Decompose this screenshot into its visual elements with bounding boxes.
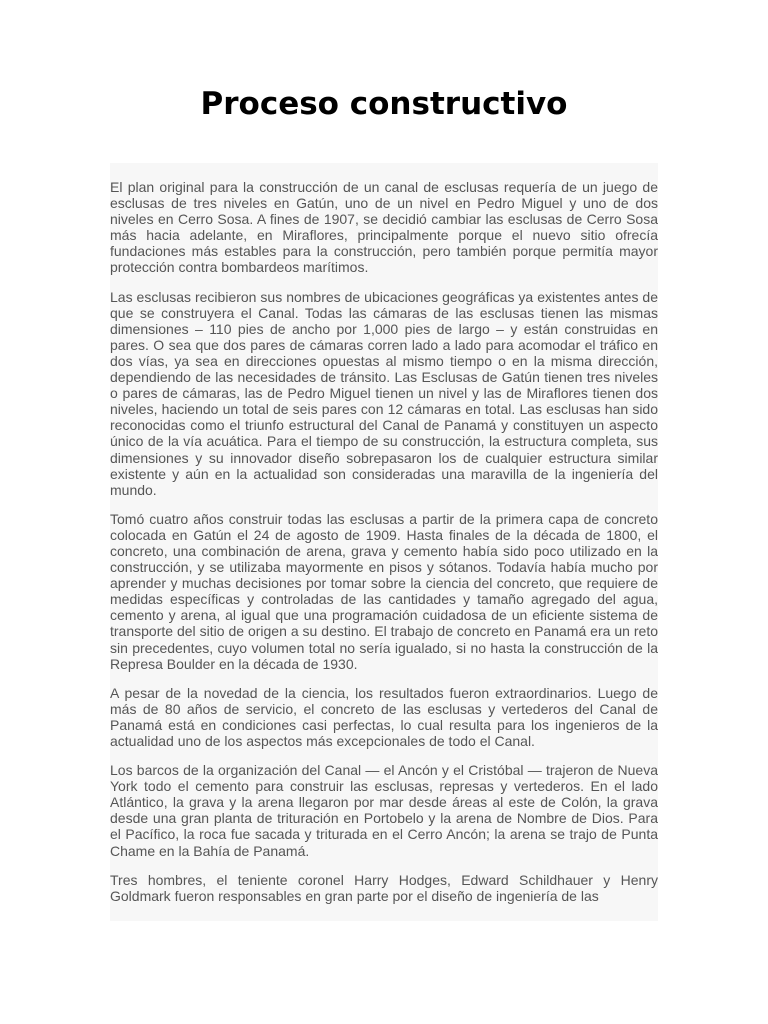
paragraph: El plan original para la construcción de un canal de esclusas requería de un juego de esclusas de tres niveles en Gatún, uno de un nivel en Pedro Miguel y uno de dos niveles en Cerro Sosa. A fines de 1907, se decidió cambiar las esclusas de Cerro Sosa más hacia adelante, en Miraflores, principalmente porque el nuevo sitio ofrecía fundaciones más estables para la construcción, pero también porque permitía mayor protección contra bombardeos marítimos. bbox=[110, 179, 658, 276]
paragraph: A pesar de la novedad de la ciencia, los resultados fueron extraordinarios. Luego de más de 80 años de servicio, el concreto de las esclusas y vertederos del Canal de Panamá está en condiciones casi perfectas, lo cual resulta para los ingenieros de la actualidad uno de los aspectos más excepcionales de todo el Canal. bbox=[110, 684, 658, 749]
paragraph: Tomó cuatro años construir todas las esclusas a partir de la primera capa de concreto colocada en Gatún el 24 de agosto de 1909. Hasta finales de la década de 1800, el concreto, una combinación de arena, grava y cemento había sido poco utilizado en la construcción, y se utilizaba mayormente en pisos y sótanos. Todavía había mucho por aprender y muchas decisiones por tomar sobre la ciencia del concreto, que requiere de medidas específicas y controladas de las cantidades y tamaño agregado del agua, cemento y arena, al igual que una programación cuidadosa de un eficiente sistema de transporte del sitio de origen a su destino. El trabajo de concreto en Panamá era un reto sin precedentes, cuyo volumen total no sería igualado, si no hasta la construcción de la Represa Boulder en la década de 1930. bbox=[110, 510, 658, 672]
paragraph: Los barcos de la organización del Canal — el Ancón y el Cristóbal — trajeron de Nueva York todo el cemento para construir las esclusas, represas y vertederos. En el lado Atlántico, la grava y la arena llegaron por mar desde áreas al este de Colón, la grava desde una gran planta de trituración en Portobelo y la arena de Nombre de Dios. Para el Pacífico, la roca fue sacada y triturada en el Cerro Ancón; la arena se trajo de Punta Chame en la Bahía de Panamá. bbox=[110, 762, 658, 859]
paragraph: Las esclusas recibieron sus nombres de ubicaciones geográficas ya existentes antes de que se construyera el Canal. Todas las cámaras de las esclusas tienen las mismas dimensiones – 110 pies de ancho por 1,000 pies de largo – y están construidas en pares. O sea que dos pares de cámaras corren lado a lado para acomodar el tráfico en dos vías, ya sea en direcciones opuestas al mismo tiempo o en la misma dirección, dependiendo de las necesidades de tránsito. Las Esclusas de Gatún tienen tres niveles o pares de cámaras, las de Pedro Miguel tienen un nivel y las de Miraflores tienen dos niveles, haciendo un total de seis pares con 12 cámaras en total. Las esclusas han sido reconocidas como el triunfo estructural del Canal de Panamá y constituyen un aspecto único de la vía acuática. Para el tiempo de su construcción, la estructura completa, sus dimensiones y su innovador diseño sobrepasaron los de cualquier estructura similar existente y aún en la actualidad son consideradas una maravilla de la ingeniería del mundo. bbox=[110, 288, 658, 498]
paragraph: Tres hombres, el teniente coronel Harry Hodges, Edward Schildhauer y Henry Goldmark fueron responsables en gran parte por el diseño de ingeniería de las bbox=[110, 871, 658, 904]
page-title: Proceso constructivo bbox=[200, 86, 568, 122]
document-body bbox=[110, 163, 658, 921]
